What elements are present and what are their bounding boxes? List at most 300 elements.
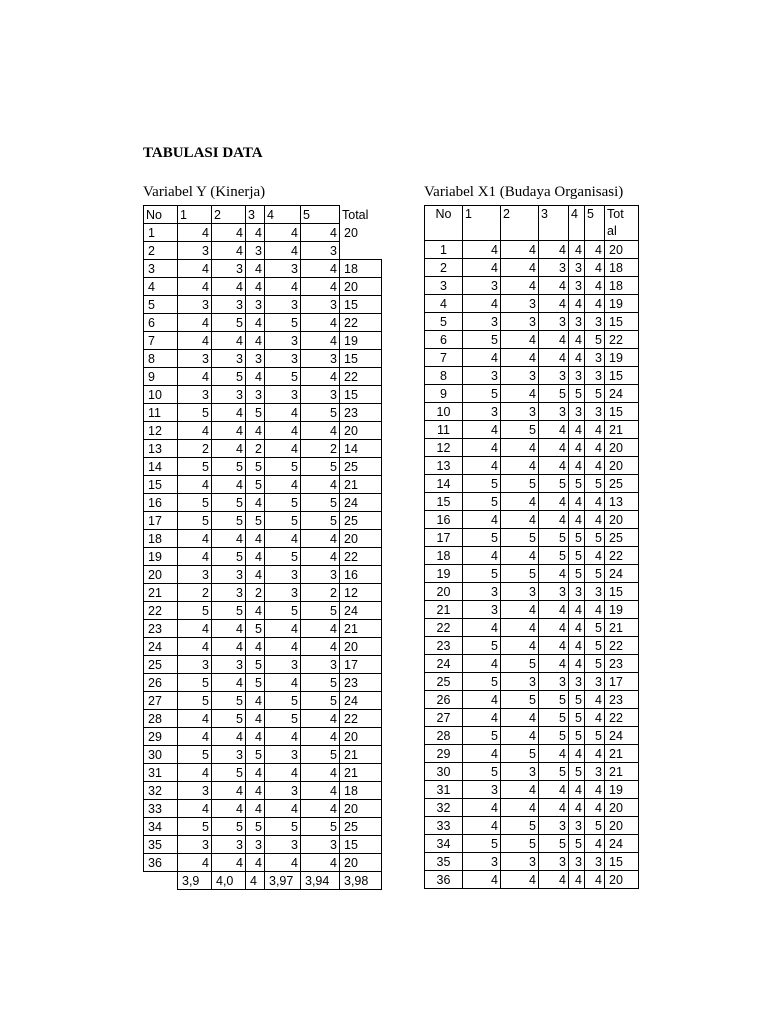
cell-no: 14: [425, 475, 463, 493]
table-row: [425, 493, 639, 511]
cell-score: 5: [212, 692, 246, 710]
table-row: [144, 836, 382, 854]
cell-score: 5: [501, 529, 539, 547]
cell-score: 4: [212, 440, 246, 458]
cell-score: 5: [539, 835, 569, 853]
cell-score: 5: [569, 709, 585, 727]
cell-total: 15: [605, 403, 639, 421]
cell-score: 3: [178, 350, 212, 368]
cell-score: 3: [463, 277, 501, 295]
cell-score: 4: [301, 782, 340, 800]
cell-total: 21: [340, 764, 382, 782]
cell-no: 31: [144, 764, 178, 782]
cell-score: 5: [212, 764, 246, 782]
cell-score: 3: [301, 386, 340, 404]
cell-score: 5: [501, 817, 539, 835]
cell-no: 17: [425, 529, 463, 547]
cell-score: 3: [569, 673, 585, 691]
cell-total: 15: [340, 836, 382, 854]
cell-score: 4: [585, 745, 605, 763]
cell-score: 3: [246, 386, 265, 404]
cell-score: 3: [212, 386, 246, 404]
cell-no: 9: [144, 368, 178, 386]
cell-no: 2: [144, 242, 178, 260]
cell-score: 4: [265, 440, 301, 458]
cell-total: 24: [605, 385, 639, 403]
cell-score: 5: [463, 529, 501, 547]
cell-score: 3: [265, 350, 301, 368]
cell-total: 25: [605, 529, 639, 547]
cell-score: 4: [539, 871, 569, 889]
table-row: [425, 367, 639, 385]
cell-score: 4: [501, 547, 539, 565]
cell-score: 4: [539, 781, 569, 799]
cell-score: 4: [265, 800, 301, 818]
cell-no: 34: [425, 835, 463, 853]
cell-total: 23: [340, 674, 382, 692]
table-row: [144, 746, 382, 764]
cell-no: 36: [425, 871, 463, 889]
cell-score: 3: [246, 350, 265, 368]
cell-score: 5: [501, 421, 539, 439]
cell-score: 3: [569, 403, 585, 421]
cell-empty: [144, 872, 178, 890]
cell-score: 5: [463, 475, 501, 493]
cell-score: 4: [585, 799, 605, 817]
cell-total: 15: [340, 350, 382, 368]
table-x1-body: [425, 241, 639, 889]
cell-score: 4: [585, 511, 605, 529]
cell-score: 3: [569, 853, 585, 871]
table-row: [425, 853, 639, 871]
cell-score: 4: [539, 421, 569, 439]
cell-score: 4: [246, 566, 265, 584]
cell-total: 24: [605, 565, 639, 583]
cell-score: 4: [539, 655, 569, 673]
cell-no: 15: [425, 493, 463, 511]
cell-score: 3: [463, 313, 501, 331]
cell-total: 20: [340, 800, 382, 818]
cell-score: 5: [585, 565, 605, 583]
cell-score: 5: [539, 475, 569, 493]
table-row: [144, 494, 382, 512]
cell-score: 3: [463, 853, 501, 871]
table-row: [425, 277, 639, 295]
cell-score: 3: [246, 242, 265, 260]
cell-score: 4: [463, 421, 501, 439]
cell-total: 20: [605, 439, 639, 457]
cell-total: 15: [605, 583, 639, 601]
cell-total: 20: [340, 638, 382, 656]
cell-score: 3: [178, 782, 212, 800]
cell-score: 5: [178, 512, 212, 530]
cell-score: 4: [463, 259, 501, 277]
table-row: [425, 403, 639, 421]
cell-score: 4: [585, 259, 605, 277]
cell-score: 5: [301, 602, 340, 620]
cell-score: 4: [501, 637, 539, 655]
cell-no: 36: [144, 854, 178, 872]
cell-no: 5: [425, 313, 463, 331]
cell-score: 4: [569, 439, 585, 457]
cell-score: 4: [265, 728, 301, 746]
cell-score: 5: [178, 692, 212, 710]
table-row: [144, 818, 382, 836]
cell-score: 3: [265, 260, 301, 278]
cell-score: 4: [463, 349, 501, 367]
cell-score: 4: [246, 764, 265, 782]
table-row: [144, 296, 382, 314]
cell-score: 4: [539, 745, 569, 763]
cell-score: 5: [501, 655, 539, 673]
cell-no: 27: [425, 709, 463, 727]
cell-score: 3: [585, 763, 605, 781]
header-no: No: [425, 206, 463, 241]
table-row: [144, 530, 382, 548]
cell-score: 4: [463, 619, 501, 637]
cell-score: 4: [501, 457, 539, 475]
cell-score: 4: [301, 260, 340, 278]
cell-score: 4: [246, 422, 265, 440]
cell-score: 4: [569, 871, 585, 889]
cell-score: 3: [501, 583, 539, 601]
table-row: [144, 620, 382, 638]
cell-score: 2: [178, 440, 212, 458]
cell-score: 5: [463, 763, 501, 781]
cell-score: 4: [265, 674, 301, 692]
cell-score: 4: [212, 674, 246, 692]
cell-score: 4: [501, 385, 539, 403]
cell-score: 5: [585, 385, 605, 403]
table-row: [144, 260, 382, 278]
header-item-4: 4: [569, 206, 585, 241]
cell-no: 8: [144, 350, 178, 368]
cell-score: 4: [265, 638, 301, 656]
cell-score: 3: [539, 313, 569, 331]
cell-score: 4: [246, 278, 265, 296]
cell-total: 19: [605, 781, 639, 799]
cell-score: 3: [585, 349, 605, 367]
cell-total: 21: [605, 763, 639, 781]
table-row: [425, 241, 639, 259]
table-row: [144, 656, 382, 674]
cell-score: 4: [301, 854, 340, 872]
table-row: [425, 475, 639, 493]
cell-no: 7: [144, 332, 178, 350]
cell-no: 34: [144, 818, 178, 836]
cell-score: 4: [301, 422, 340, 440]
table-row: [144, 458, 382, 476]
cell-score: 4: [539, 241, 569, 259]
cell-total: 17: [605, 673, 639, 691]
cell-score: 4: [585, 277, 605, 295]
cell-score: 5: [301, 458, 340, 476]
cell-score: 5: [585, 727, 605, 745]
cell-score: 3: [501, 853, 539, 871]
cell-score: 3: [585, 313, 605, 331]
cell-score: 5: [501, 475, 539, 493]
cell-score: 3: [463, 781, 501, 799]
cell-no: 31: [425, 781, 463, 799]
cell-average: 3,94: [301, 872, 340, 890]
table-row: [425, 529, 639, 547]
cell-average: 3,9: [178, 872, 212, 890]
cell-score: 5: [569, 547, 585, 565]
cell-no: 21: [425, 601, 463, 619]
cell-total: 20: [605, 457, 639, 475]
table-row: [144, 278, 382, 296]
table-row: [144, 692, 382, 710]
cell-total: 18: [340, 260, 382, 278]
cell-total: 24: [340, 494, 382, 512]
cell-score: 4: [212, 242, 246, 260]
cell-total: 20: [605, 817, 639, 835]
cell-total: 18: [605, 277, 639, 295]
cell-score: 4: [539, 439, 569, 457]
cell-total: 22: [605, 709, 639, 727]
cell-total: 25: [340, 458, 382, 476]
cell-score: 5: [585, 331, 605, 349]
cell-score: 3: [212, 746, 246, 764]
table-row: [425, 457, 639, 475]
cell-score: 4: [178, 530, 212, 548]
cell-score: 3: [301, 296, 340, 314]
cell-score: 4: [178, 278, 212, 296]
cell-total: 22: [340, 548, 382, 566]
cell-average: 3,98: [340, 872, 382, 890]
cell-score: 3: [265, 566, 301, 584]
cell-score: 3: [212, 350, 246, 368]
cell-score: 3: [569, 367, 585, 385]
cell-score: 4: [501, 871, 539, 889]
cell-score: 4: [212, 530, 246, 548]
header-item-3: 3: [246, 206, 265, 224]
cell-score: 4: [569, 799, 585, 817]
table-row: [144, 566, 382, 584]
cell-score: 3: [178, 296, 212, 314]
cell-no: 26: [425, 691, 463, 709]
cell-no: 25: [425, 673, 463, 691]
cell-score: 3: [301, 836, 340, 854]
cell-total: 25: [605, 475, 639, 493]
cell-no: 5: [144, 296, 178, 314]
cell-score: 3: [585, 673, 605, 691]
table-row: [144, 368, 382, 386]
cell-score: 5: [539, 385, 569, 403]
table-row: [425, 655, 639, 673]
cell-score: 4: [585, 457, 605, 475]
cell-total: 12: [340, 584, 382, 602]
cell-score: 4: [539, 601, 569, 619]
cell-total: 19: [605, 349, 639, 367]
cell-score: 4: [246, 638, 265, 656]
cell-score: 5: [569, 763, 585, 781]
table-row: [144, 350, 382, 368]
header-item-1: 1: [463, 206, 501, 241]
cell-score: 4: [178, 764, 212, 782]
cell-score: 5: [246, 656, 265, 674]
cell-score: 4: [246, 800, 265, 818]
cell-score: 4: [501, 439, 539, 457]
cell-score: 4: [178, 800, 212, 818]
cell-score: 4: [301, 764, 340, 782]
cell-no: 22: [425, 619, 463, 637]
cell-no: 14: [144, 458, 178, 476]
cell-score: 5: [178, 404, 212, 422]
cell-no: 28: [425, 727, 463, 745]
cell-score: 4: [301, 278, 340, 296]
cell-score: 4: [265, 620, 301, 638]
cell-no: 12: [425, 439, 463, 457]
table-row: [144, 728, 382, 746]
cell-score: 4: [301, 332, 340, 350]
table-row: [425, 421, 639, 439]
cell-score: 3: [569, 583, 585, 601]
cell-score: 4: [501, 727, 539, 745]
table-row: [144, 710, 382, 728]
cell-score: 5: [212, 602, 246, 620]
cell-score: 4: [301, 638, 340, 656]
cell-score: 4: [585, 781, 605, 799]
cell-score: 4: [463, 457, 501, 475]
cell-no: 20: [425, 583, 463, 601]
cell-score: 5: [178, 494, 212, 512]
cell-score: 4: [178, 476, 212, 494]
cell-score: 3: [585, 853, 605, 871]
cell-score: 4: [585, 547, 605, 565]
cell-no: 13: [425, 457, 463, 475]
table-header-row: [144, 206, 382, 224]
cell-score: 3: [463, 583, 501, 601]
cell-score: 4: [585, 601, 605, 619]
cell-no: 23: [144, 620, 178, 638]
cell-no: 8: [425, 367, 463, 385]
cell-score: 4: [569, 637, 585, 655]
cell-score: 4: [212, 404, 246, 422]
cell-score: 4: [501, 349, 539, 367]
cell-score: 5: [265, 548, 301, 566]
table-row: [425, 583, 639, 601]
cell-no: 25: [144, 656, 178, 674]
cell-score: 4: [246, 548, 265, 566]
cell-score: 4: [539, 349, 569, 367]
header-no: No: [144, 206, 178, 224]
cell-score: 4: [569, 493, 585, 511]
cell-score: 5: [265, 602, 301, 620]
cell-no: 13: [144, 440, 178, 458]
cell-total: 20: [605, 511, 639, 529]
cell-score: 3: [212, 656, 246, 674]
cell-score: 3: [301, 656, 340, 674]
table-row: [144, 584, 382, 602]
cell-score: 4: [463, 817, 501, 835]
cell-score: 5: [463, 835, 501, 853]
cell-score: 5: [463, 727, 501, 745]
cell-score: 4: [246, 782, 265, 800]
cell-score: 5: [246, 746, 265, 764]
cell-score: 4: [501, 619, 539, 637]
cell-total: 15: [340, 386, 382, 404]
cell-score: 4: [463, 691, 501, 709]
cell-score: 4: [569, 241, 585, 259]
page-title: TABULASI DATA: [143, 145, 263, 161]
cell-no: 35: [425, 853, 463, 871]
cell-score: 3: [265, 746, 301, 764]
cell-total: 22: [340, 368, 382, 386]
cell-score: 4: [463, 871, 501, 889]
cell-score: 5: [463, 637, 501, 655]
cell-no: 9: [425, 385, 463, 403]
cell-score: 2: [246, 584, 265, 602]
cell-no: 4: [425, 295, 463, 313]
cell-score: 5: [246, 818, 265, 836]
cell-score: 4: [501, 331, 539, 349]
cell-total: 15: [340, 296, 382, 314]
cell-score: 5: [212, 368, 246, 386]
cell-score: 3: [501, 403, 539, 421]
cell-score: 2: [246, 440, 265, 458]
cell-score: 4: [212, 278, 246, 296]
cell-score: 4: [212, 854, 246, 872]
cell-no: 3: [144, 260, 178, 278]
cell-no: 1: [425, 241, 463, 259]
cell-score: 4: [212, 782, 246, 800]
cell-score: 4: [246, 314, 265, 332]
cell-score: 4: [265, 530, 301, 548]
cell-total: 23: [605, 691, 639, 709]
cell-score: 5: [539, 709, 569, 727]
cell-score: 4: [501, 799, 539, 817]
cell-score: 3: [178, 242, 212, 260]
cell-score: 4: [246, 854, 265, 872]
cell-score: 5: [569, 691, 585, 709]
table-variabel-y: [143, 205, 382, 890]
cell-score: 4: [246, 728, 265, 746]
table-row: [144, 386, 382, 404]
cell-score: 5: [265, 494, 301, 512]
cell-score: 4: [301, 476, 340, 494]
cell-total: 21: [605, 421, 639, 439]
cell-score: 5: [501, 745, 539, 763]
cell-total: 22: [340, 314, 382, 332]
cell-score: 3: [569, 313, 585, 331]
cell-score: 5: [178, 746, 212, 764]
cell-total: 19: [605, 295, 639, 313]
cell-score: 4: [569, 655, 585, 673]
cell-total: 22: [605, 331, 639, 349]
cell-score: 4: [463, 799, 501, 817]
table-row: [425, 709, 639, 727]
cell-total: 15: [605, 367, 639, 385]
cell-score: 5: [178, 818, 212, 836]
table-row: [144, 764, 382, 782]
cell-score: 3: [539, 853, 569, 871]
cell-no: 7: [425, 349, 463, 367]
table-row: [425, 763, 639, 781]
table-row: [425, 349, 639, 367]
cell-no: 6: [144, 314, 178, 332]
cell-score: 3: [265, 296, 301, 314]
cell-score: 5: [539, 529, 569, 547]
cell-score: 4: [301, 548, 340, 566]
cell-no: 26: [144, 674, 178, 692]
cell-score: 3: [569, 277, 585, 295]
average-row: [144, 872, 382, 890]
cell-no: 30: [144, 746, 178, 764]
cell-score: 5: [301, 512, 340, 530]
table-row: [425, 745, 639, 763]
cell-total: 20: [344, 225, 358, 240]
